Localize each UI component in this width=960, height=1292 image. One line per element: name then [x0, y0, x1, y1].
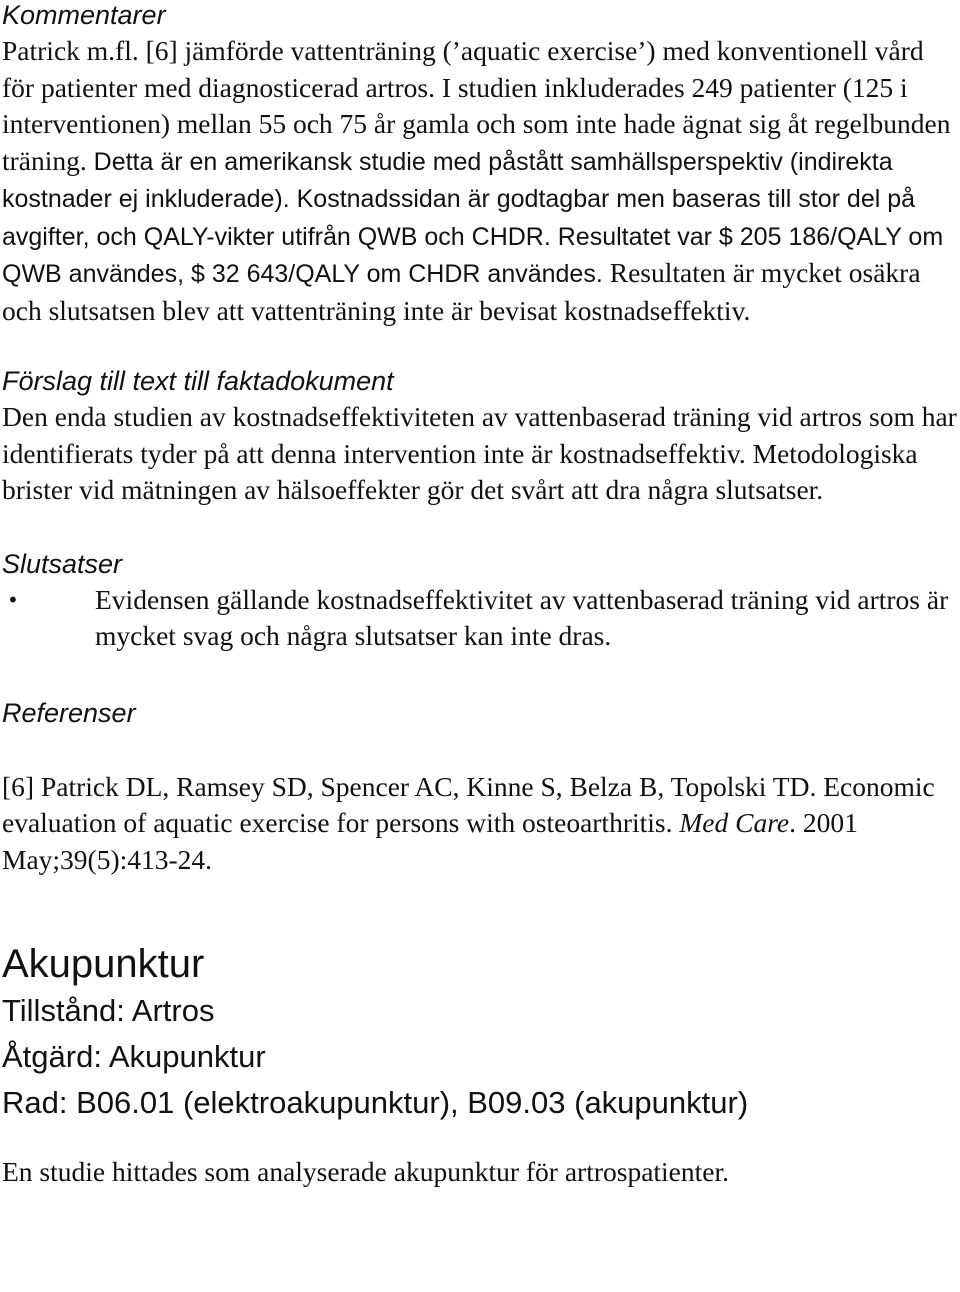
- slutsatser-heading: Slutsatser: [2, 548, 123, 579]
- kommentarer-paragraph: [2, 33, 958, 329]
- tillstand-line: Tillstånd: Artros: [2, 993, 215, 1028]
- rad-line: Rad: B06.01 (elektroakupunktur), B09.03 (akupunktur): [2, 1085, 749, 1120]
- akupunktur-title: Akupunktur: [2, 942, 205, 986]
- slutsatser-list-item: [2, 582, 958, 655]
- reference-citation: . 2001 May;39(5):413-24.: [2, 807, 858, 875]
- forslag-paragraph: Den enda studien av kostnadseffektiviteten av vattenbaserad träning vid artros som har identifierats tyder på att denna intervention inte är kostnadseffektiv. Metodologiska brister vid mätningen av hälsoeffekter gör det svårt att dra några slutsatser.: [2, 401, 957, 505]
- reference-entry: [2, 769, 958, 879]
- forslag-heading: Förslag till text till faktadokument: [2, 366, 394, 396]
- reference-journal: Med Care: [679, 807, 790, 838]
- slutsatser-item-text: Evidensen gällande kostnadseffektivitet av vattenbaserad träning vid artros är mycket svag och några slutsatser kan inte dras.: [95, 583, 949, 651]
- reference-authors-title: [6] Patrick DL, Ramsey SD, Spencer AC, Kinne S, Belza B, Topolski TD. Economic evaluation of aquatic exercise for persons with osteoarthritis.: [2, 770, 935, 838]
- bullet-icon: •: [7, 587, 19, 612]
- referenser-heading: Referenser: [2, 697, 136, 728]
- kommentarer-heading: Kommentarer: [2, 0, 166, 30]
- akupunktur-intro: En studie hittades som analyserade akupunktur för artrospatienter.: [2, 1156, 730, 1187]
- kommentarer-text-conclusion: Resultaten är mycket osäkra och slutsatsen blev att vattenträning inte är bevisat kostnadseffektiv.: [2, 257, 921, 326]
- kommentarer-text-sans: Detta är en amerikansk studie med påstått samhällsperspektiv (indirekta kostnader ej inkluderade). Kostnadssidan är godtagbar men baseras till stor del på avgifter, och QALY-vikter utifrån QWB och CHDR. Resultatet var $ 205 186/QALY om QWB användes, $ 32 643/QALY om CHDR användes.: [2, 147, 944, 288]
- kommentarer-text-serif: Patrick m.fl. [6] jämförde vattenträning (’aquatic exercise’) med konventionell vård för patienter med diagnosticerad artros. I studien inkluderades 249 patienter (125 i interventionen) mellan 55 och 75 år gamla och som inte hade ägnat sig åt regelbunden träning.: [2, 35, 951, 176]
- atgard-line: Åtgärd: Akupunktur: [2, 1039, 266, 1074]
- document-page: [2, 0, 958, 1191]
